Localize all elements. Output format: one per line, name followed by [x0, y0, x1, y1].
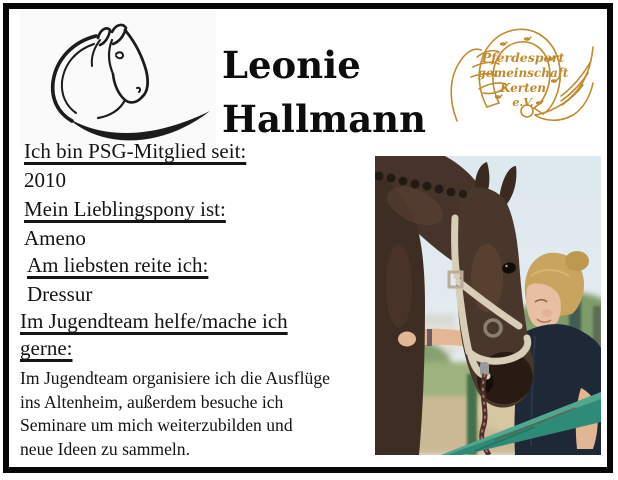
badge-text-line2: gemeinschaft — [477, 66, 569, 80]
member-first-name: Leonie — [222, 42, 361, 87]
swoosh-line — [68, 111, 210, 140]
member-name-title — [222, 38, 462, 146]
section-favorite-pony — [24, 196, 226, 251]
badge-text-line1: Pferdesport — [481, 50, 565, 65]
section-label: Ich bin PSG-Mitglied seit: — [24, 139, 247, 163]
paragraph-line: Seminare um mich weiterzubilden und — [20, 415, 293, 436]
section-label: Am liebsten reite ich: — [27, 253, 209, 277]
badge-text-line3: Kerten — [499, 81, 547, 95]
paragraph-line: neue Ideen zu sammeln. — [20, 438, 191, 459]
horseshoe-hands-icon — [447, 16, 599, 138]
badge-text-line4: e.V. — [512, 96, 534, 109]
member-photo — [375, 156, 601, 455]
section-label-line1: Im Jugendteam helfe/mache ich — [20, 309, 288, 333]
horse-head-lines — [53, 25, 148, 121]
section-value: 2010 — [24, 168, 66, 192]
section-value: Dressur — [27, 282, 93, 306]
club-badge — [447, 16, 599, 138]
paragraph-line: ins Altenheim, außerdem besuche ich — [20, 391, 284, 412]
horse-head-icon — [20, 10, 216, 147]
horse-head-logo — [20, 10, 216, 147]
member-last-name: Hallmann — [222, 96, 426, 141]
paragraph-line: Im Jugendteam organisiere ich die Ausflüge — [20, 368, 330, 388]
girl-hand — [398, 332, 416, 347]
section-value: Ameno — [24, 226, 86, 250]
section-riding-style — [27, 252, 208, 307]
member-photo-image — [375, 156, 601, 455]
section-label-line2: gerne: — [20, 336, 73, 360]
section-label: Mein Lieblingspony ist: — [24, 197, 226, 221]
section-paragraph — [20, 367, 330, 461]
section-membership — [24, 138, 246, 193]
section-youth-team — [20, 308, 330, 461]
